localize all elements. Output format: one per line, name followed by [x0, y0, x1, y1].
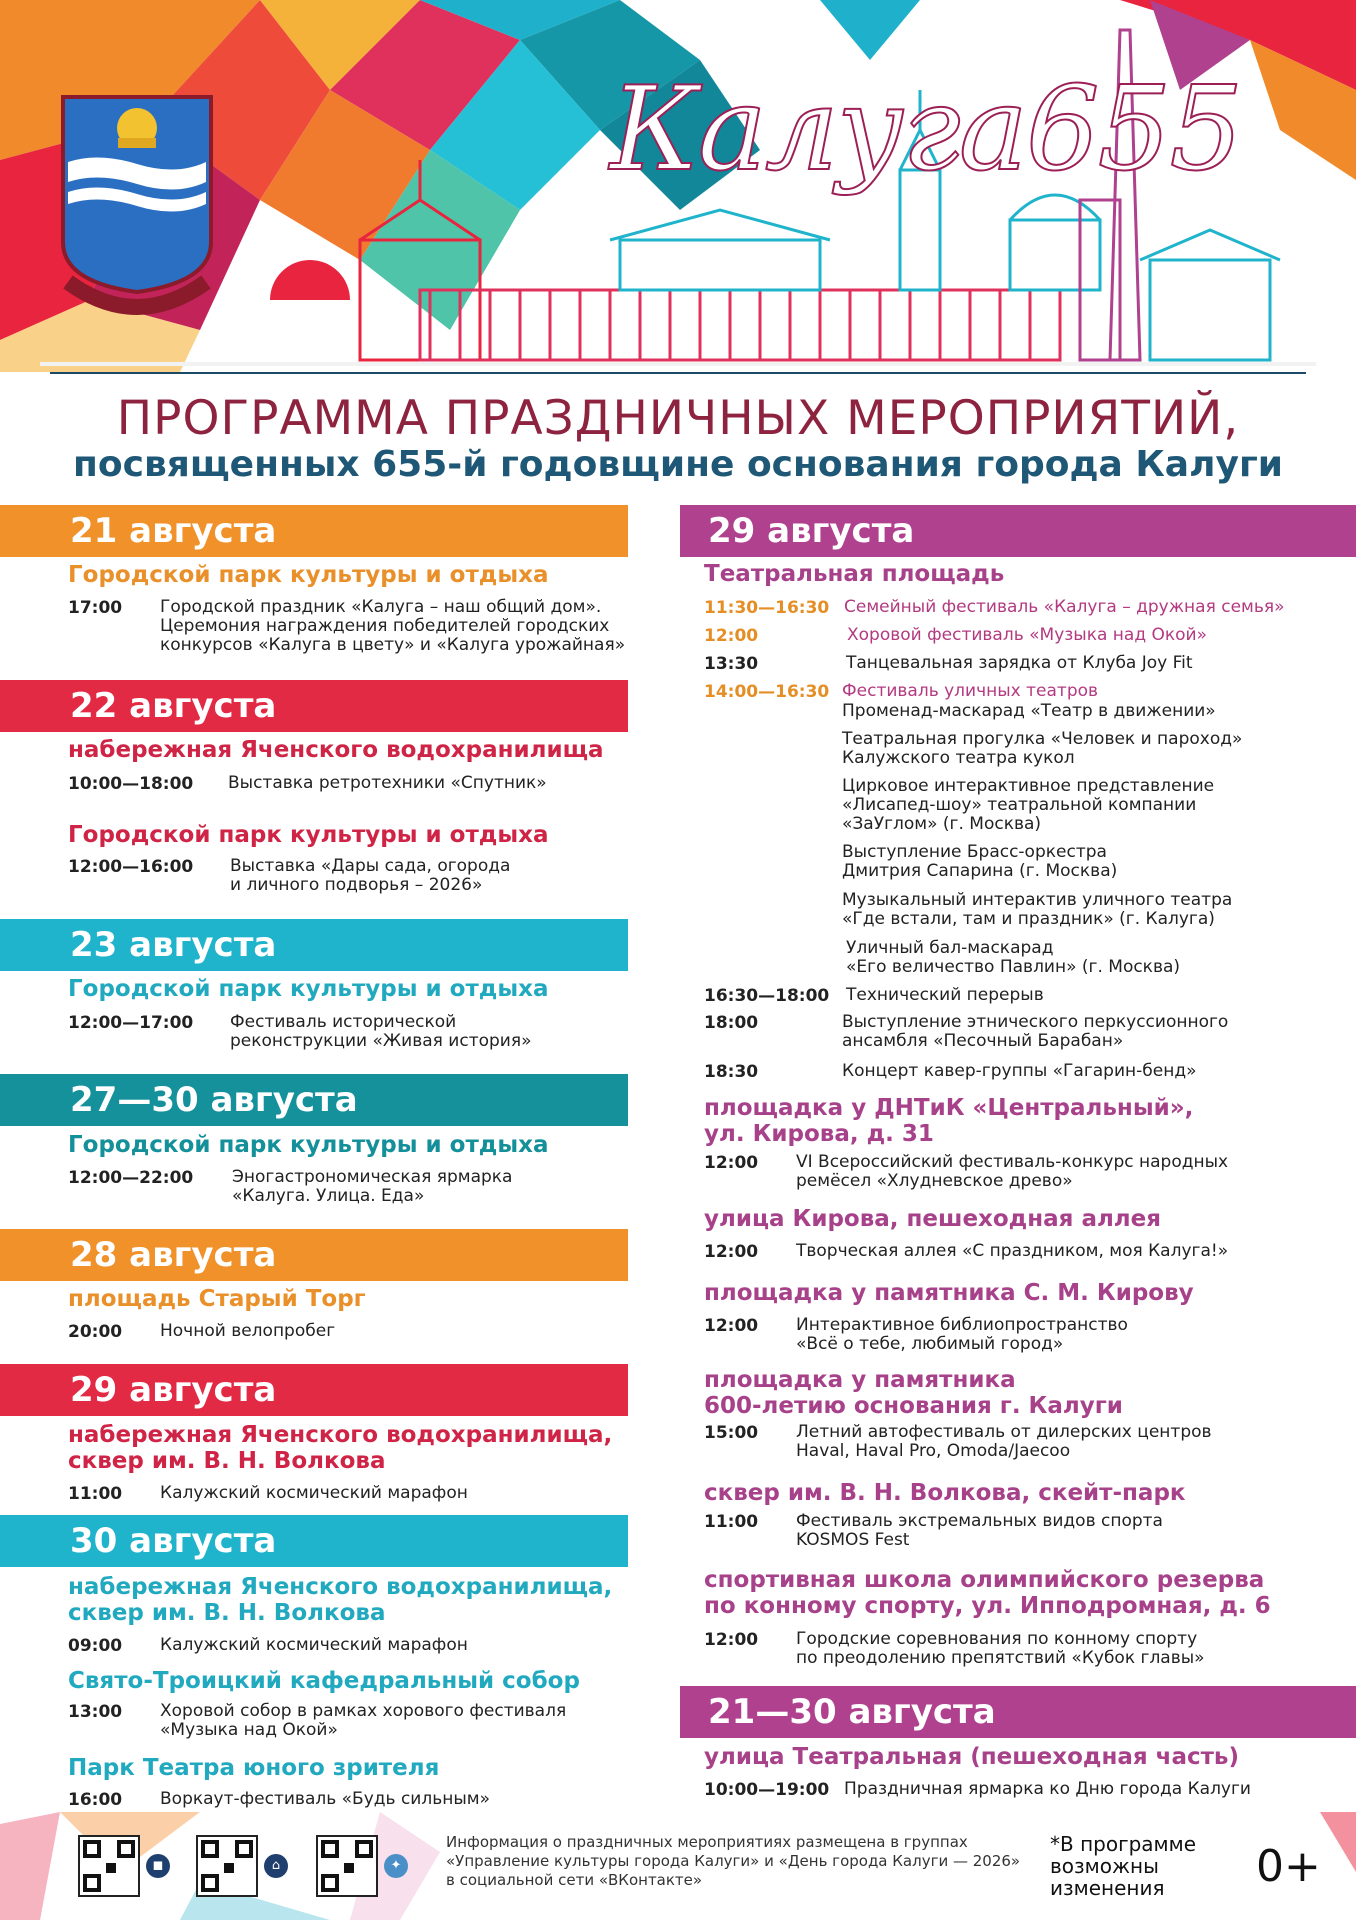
event-sub-item: Уличный бал-маскарад «Его величество Павлин» (г. Москва) — [846, 938, 1181, 977]
venue-title: улица Кирова, пешеходная аллея — [704, 1206, 1162, 1232]
event-time: 12:00 — [704, 1153, 759, 1173]
event-description: Технический перерыв — [846, 985, 1044, 1005]
event-time: 11:00 — [704, 1512, 759, 1532]
event-description: Выставка ретротехники «Спутник» — [228, 773, 547, 793]
event-sub-item: Театральная прогулка «Человек и пароход» Калужского театра кукол — [842, 729, 1243, 768]
event-sub-item: Цирковое интерактивное представление «Лисапед-шоу» театральной компании «ЗаУглом» (г. Москва) — [842, 776, 1215, 834]
event-time: 12:00 — [704, 626, 759, 646]
event-sub-item: Музыкальный интерактив уличного театра «Где встали, там и праздник» (г. Калуга) — [842, 890, 1233, 929]
event-time: 11:30—16:30 — [704, 598, 830, 618]
event-description: Воркаут-фестиваль «Будь сильным» — [160, 1789, 490, 1809]
institution-logo-icon: ⌂ — [264, 1854, 288, 1878]
event-description: Эногастрономическая ярмарка «Калуга. Улица. Еда» — [232, 1167, 513, 1206]
event-time: 10:00—18:00 — [68, 774, 194, 794]
event-time: 16:00 — [68, 1790, 123, 1810]
event-time: 12:00—16:00 — [68, 857, 194, 877]
event-description: Калужский космический марафон — [160, 1635, 468, 1655]
venue-title: Городской парк культуры и отдыха — [68, 822, 549, 848]
vk-logo-icon: ◼ — [146, 1854, 170, 1878]
event-time: 12:00—22:00 — [68, 1168, 194, 1188]
event-description: Летний автофестиваль от дилерских центров Haval, Haval Pro, Omoda/Jaecoo — [796, 1422, 1212, 1461]
venue-title: Парк Театра юного зрителя — [68, 1755, 440, 1781]
event-description: Хоровой фестиваль «Музыка над Окой» — [847, 625, 1207, 645]
event-description: Фестиваль уличных театров — [842, 681, 1099, 701]
event-description: Хоровой собор в рамках хорового фестиваля «Музыка над Окой» — [160, 1701, 567, 1740]
event-description: Фестиваль исторической реконструкции «Живая история» — [230, 1012, 532, 1051]
anniversary-logo-text: Калуга655 — [610, 62, 1242, 197]
event-sub-item: Выступление Брасс-оркестра Дмитрия Сапарина (г. Москва) — [842, 842, 1118, 881]
event-time: 13:30 — [704, 654, 759, 674]
city-emblem — [58, 92, 216, 322]
event-time: 15:00 — [704, 1423, 759, 1443]
event-description: Городские соревнования по конному спорту по преодолению препятствий «Кубок главы» — [796, 1629, 1205, 1668]
event-time: 11:00 — [68, 1484, 123, 1504]
event-time: 12:00 — [704, 1242, 759, 1262]
venue-title: набережная Яченского водохранилища, сквер им. В. Н. Волкова — [68, 1422, 613, 1474]
event-description: Творческая аллея «С праздником, моя Калуга!» — [796, 1241, 1229, 1261]
date-header: 29 августа — [680, 505, 1356, 557]
page-title: ПРОГРАММА ПРАЗДНИЧНЫХ МЕРОПРИЯТИЙ, — [116, 391, 1240, 446]
event-description: Интерактивное библиопространство «Всё о тебе, любимый город» — [796, 1315, 1128, 1354]
qr-code[interactable] — [316, 1835, 378, 1897]
venue-title: площадка у памятника 600-летию основания г. Калуги — [704, 1367, 1123, 1419]
event-time: 10:00—19:00 — [704, 1780, 830, 1800]
venue-title: Театральная площадь — [704, 561, 1005, 587]
venue-title: сквер им. В. Н. Волкова, скейт-парк — [704, 1480, 1186, 1506]
venue-title: набережная Яченского водохранилища — [68, 737, 604, 763]
venue-title: набережная Яченского водохранилища, сквер им. В. Н. Волкова — [68, 1574, 613, 1626]
qr-code[interactable] — [78, 1835, 140, 1897]
event-time: 18:00 — [704, 1013, 759, 1033]
date-header: 22 августа — [0, 680, 628, 732]
event-time: 12:00 — [704, 1316, 759, 1336]
event-description: Выставка «Дары сада, огорода и личного подворья – 2026» — [230, 856, 511, 895]
venue-title: площадка у ДНТиК «Центральный», ул. Кирова, д. 31 — [704, 1095, 1194, 1147]
event-time: 18:30 — [704, 1062, 759, 1082]
event-description: Танцевальная зарядка от Клуба Joy Fit — [846, 653, 1193, 673]
event-time: 20:00 — [68, 1322, 123, 1342]
date-header: 27—30 августа — [0, 1074, 628, 1126]
event-time: 12:00—17:00 — [68, 1013, 194, 1033]
venue-title: улица Театральная (пешеходная часть) — [704, 1744, 1239, 1770]
venue-title: Городской парк культуры и отдыха — [68, 976, 549, 1002]
date-header: 30 августа — [0, 1515, 628, 1567]
date-header: 21 августа — [0, 505, 628, 557]
age-rating: 0+ — [1256, 1841, 1321, 1892]
event-time: 17:00 — [68, 598, 123, 618]
event-time: 16:30—18:00 — [704, 986, 830, 1006]
venue-title: площадь Старый Торг — [68, 1286, 366, 1312]
event-description: Ночной велопробег — [160, 1321, 336, 1341]
venue-title: Городской парк культуры и отдыха — [68, 562, 549, 588]
event-description: Выступление этнического перкуссионного ансамбля «Песочный Барабан» — [842, 1012, 1229, 1051]
venue-title: спортивная школа олимпийского резерва по конному спорту, ул. Ипподромная, д. 6 — [704, 1567, 1271, 1619]
event-description: VI Всероссийский фестиваль-конкурс народных ремёсел «Хлудневское древо» — [796, 1152, 1229, 1191]
event-time: 13:00 — [68, 1702, 123, 1722]
event-time: 14:00—16:30 — [704, 682, 830, 702]
date-header: 29 августа — [0, 1364, 628, 1416]
coat-of-arms-icon — [58, 92, 216, 322]
event-description: Праздничная ярмарка ко Дню города Калуги — [844, 1779, 1251, 1799]
venue-title: площадка у памятника С. М. Кирову — [704, 1280, 1194, 1306]
event-description: Концерт кавер-группы «Гагарин-бенд» — [842, 1061, 1197, 1081]
page-subtitle: посвященных 655-й годовщине основания города Калуги — [73, 444, 1283, 485]
header-divider — [50, 372, 1306, 374]
changes-note: *В программе возможны изменения — [1050, 1832, 1197, 1900]
city-logo-icon: ✦ — [384, 1854, 408, 1878]
event-description: Городской праздник «Калуга – наш общий дом». Церемония награждения победителей городских конкурсов «Калуга в цвету» и «Калуга урожайная» — [160, 597, 626, 655]
event-description: Фестиваль экстремальных видов спорта KOSMOS Fest — [796, 1511, 1163, 1550]
venue-title: Свято-Троицкий кафедральный собор — [68, 1668, 580, 1694]
date-header: 23 августа — [0, 919, 628, 971]
date-header: 28 августа — [0, 1229, 628, 1281]
footer-info: Информация о праздничных мероприятиях размещена в группах «Управление культуры города Калуги» и «День города Калуги — 2026» в социальной сети «ВКонтакте» — [446, 1833, 1021, 1889]
event-time: 12:00 — [704, 1630, 759, 1650]
event-description: Семейный фестиваль «Калуга – дружная семья» — [844, 597, 1285, 617]
date-header: 21—30 августа — [680, 1686, 1356, 1738]
event-time: 09:00 — [68, 1636, 123, 1656]
venue-title: Городской парк культуры и отдыха — [68, 1132, 549, 1158]
event-description: Калужский космический марафон — [160, 1483, 468, 1503]
qr-code[interactable] — [196, 1835, 258, 1897]
event-sub-item: Променад-маскарад «Театр в движении» — [842, 701, 1216, 721]
